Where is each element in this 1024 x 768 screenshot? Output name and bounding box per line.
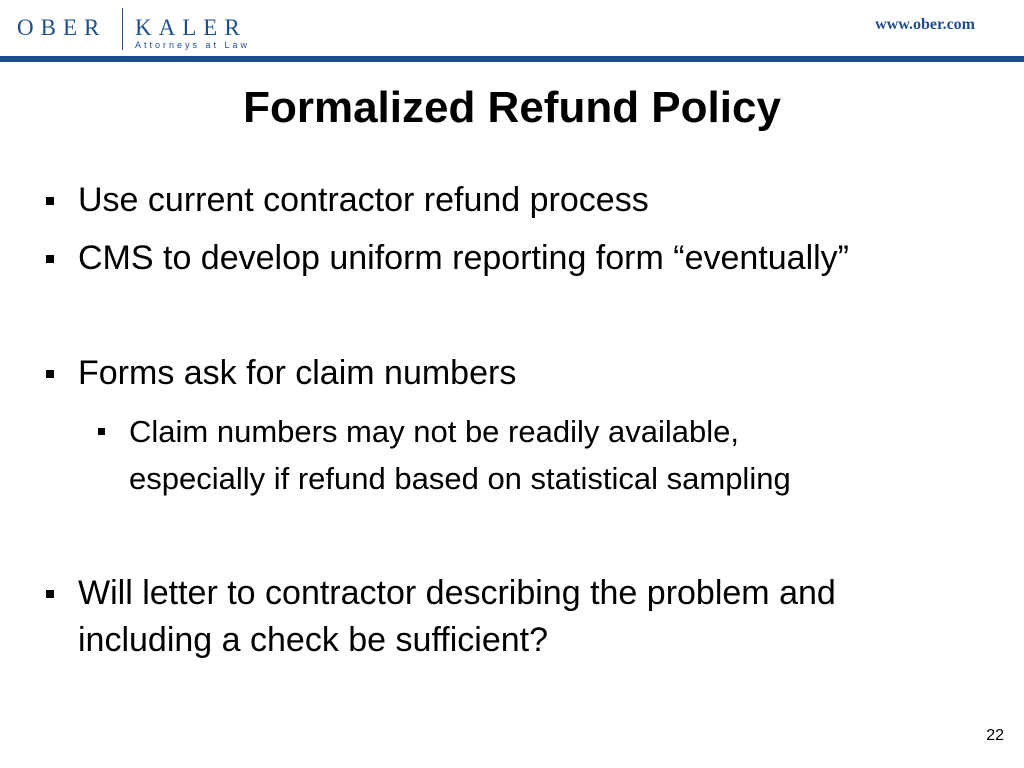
bullet-text: Forms ask for claim numbers [78,354,517,392]
bullet-text-line: including a check be sufficient? [78,621,549,659]
square-bullet-icon [46,370,54,378]
website-link[interactable]: www.ober.com [875,16,975,33]
square-bullet-icon [98,428,105,435]
square-bullet-icon [46,255,54,263]
page-number: 22 [986,727,1004,744]
bullet-text: CMS to develop uniform reporting form “eventually” [78,239,849,277]
logo-wordmark-right: KALER [135,15,247,40]
logo-tagline: Attorneys at Law [135,40,251,50]
logo-wordmark-left: OBER [17,15,107,40]
bullet-text-line: especially if refund based on statistical sampling [129,461,791,496]
bullet-text: Use current contractor refund process [78,181,649,219]
bullet-text-line: Will letter to contractor describing the problem and [78,574,836,612]
slide-title: Formalized Refund Policy [243,83,781,132]
bullet-text-line: Claim numbers may not be readily available, [129,414,739,449]
square-bullet-icon [46,197,54,205]
square-bullet-icon [46,590,54,598]
